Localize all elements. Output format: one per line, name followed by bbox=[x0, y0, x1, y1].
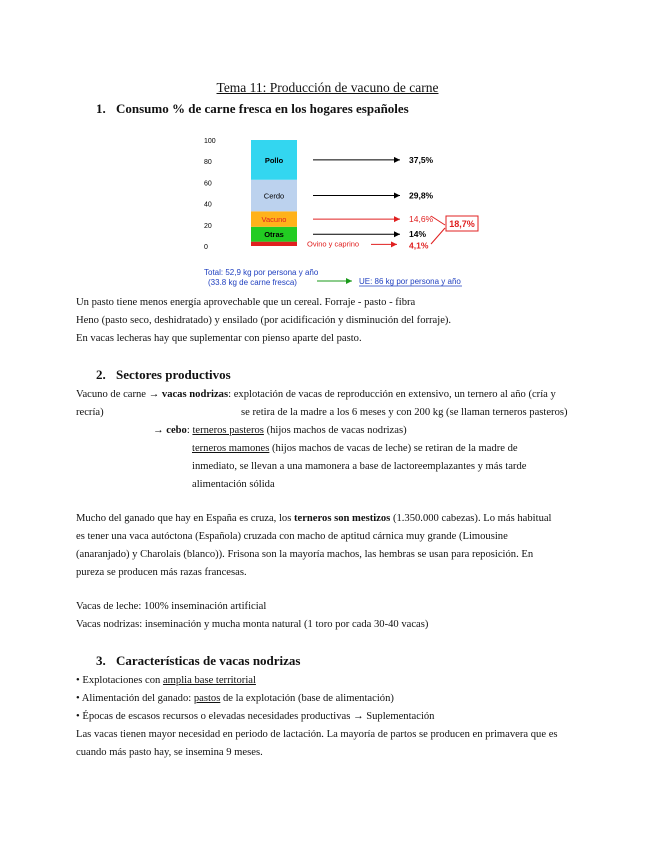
value-label: 29,8% bbox=[409, 190, 434, 201]
s2-line-2a: recría) bbox=[76, 407, 104, 418]
paragraph-2-line-1: Mucho del ganado que hay en España es cruza, los terneros son mestizos (1.350.000 cabezas). Lo más habitual bbox=[76, 513, 552, 524]
y-tick-label: 20 bbox=[204, 222, 212, 230]
value-label: 14% bbox=[409, 229, 427, 240]
segment-label: Vacuno bbox=[261, 215, 287, 225]
total-line-2: (33.8 kg de carne fresca) bbox=[208, 278, 297, 287]
segment-label: Cerdo bbox=[263, 191, 285, 201]
y-tick-label: 0 bbox=[204, 244, 208, 251]
y-tick-label: 40 bbox=[204, 201, 212, 209]
paragraph-2-line-3: (anaranjado) y Charolais (blanco)). Frisona son la mayoría machos, las hembras se usan para reposición. En bbox=[76, 549, 534, 560]
value-label: 4,1% bbox=[409, 240, 429, 251]
bracket-label: 18,7% bbox=[449, 219, 475, 229]
s2-line-2b: se retira de la madre a los 6 meses y con 200 kg (se llaman terneros pasteros) bbox=[241, 407, 568, 418]
ue-label: UE: 86 kg por persona y año bbox=[359, 277, 461, 286]
paragraph-1-line-1: Un pasto tiene menos energía aprovechable que un cereal. Forraje - pasto - fibra bbox=[76, 297, 416, 308]
section-3-heading: Características de vacas nodrizas bbox=[116, 653, 301, 668]
s2-mamones-line-2: inmediato, se llevan a una mamonera a base de lactoreemplazantes y más tarde bbox=[192, 461, 527, 472]
s3-line-4: Las vacas tienen mayor necesidad en periodo de lactación. La mayoría de partos se producen en primavera que es bbox=[76, 729, 558, 740]
y-tick-label: 100 bbox=[204, 138, 216, 145]
segment-label: Ovino y caprino bbox=[307, 239, 360, 249]
value-label: 14,6% bbox=[409, 214, 434, 225]
s3-line-5: cuando más pasto hay, se insemina 9 meses. bbox=[76, 747, 263, 758]
consumption-chart bbox=[195, 130, 495, 292]
segment-label: Pollo bbox=[264, 155, 284, 165]
s2-mamones-line-3: alimentación sólida bbox=[192, 479, 275, 490]
y-tick-label: 80 bbox=[204, 159, 212, 167]
s3-bullet-2: • Alimentación del ganado: pastos de la explotación (base de alimentación) bbox=[76, 693, 394, 704]
paragraph-3-line-1: Vacas de leche: 100% inseminación artificial bbox=[76, 601, 267, 612]
s2-mamones-line-1: terneros mamones (hijos machos de vacas de leche) se retiran de la madre de bbox=[192, 443, 518, 454]
y-tick-label: 60 bbox=[204, 180, 212, 188]
paragraph-2-line-4: pureza se producen más razas francesas. bbox=[76, 567, 247, 578]
bracket bbox=[431, 216, 478, 244]
section-1-number: 1. bbox=[96, 101, 106, 116]
s3-bullet-3: • Épocas de escasos recursos o elevadas necesidades productivas → Suplementación bbox=[76, 711, 435, 722]
s2-line-1: Vacuno de carne → vacas nodrizas: explotación de vacas de reproducción en extensivo, un ternero al año (cría y bbox=[76, 389, 556, 400]
section-2-heading: Sectores productivos bbox=[116, 367, 231, 382]
section-1-heading: Consumo % de carne fresca en los hogares españoles bbox=[116, 101, 409, 116]
paragraph-1-line-3: En vacas lecheras hay que suplementar con pienso aparte del pasto. bbox=[76, 333, 362, 344]
paragraph-2-line-2: es tener una vaca autóctona (Española) cruzada con macho de aptitud cárnica muy grande (Limousine bbox=[76, 531, 508, 542]
page-title: Tema 11: Producción de vacuno de carne bbox=[216, 80, 439, 95]
bar-segment bbox=[251, 242, 297, 246]
paragraph-3-line-2: Vacas nodrizas: inseminación y mucha monta natural (1 toro por cada 30-40 vacas) bbox=[76, 619, 429, 630]
segment-label: Otras bbox=[264, 230, 284, 240]
total-line-1: Total: 52,9 kg por persona y año bbox=[204, 268, 319, 277]
s3-bullet-1: • Explotaciones con amplia base territorial bbox=[76, 675, 256, 686]
section-3-number: 3. bbox=[96, 653, 106, 668]
s2-cebo-line: → cebo: terneros pasteros (hijos machos de vacas nodrizas) bbox=[153, 425, 407, 436]
value-label: 37,5% bbox=[409, 154, 434, 165]
paragraph-1-line-2: Heno (pasto seco, deshidratado) y ensilado (por acidificación y disminución del forraje). bbox=[76, 315, 452, 326]
section-2-number: 2. bbox=[96, 367, 106, 382]
